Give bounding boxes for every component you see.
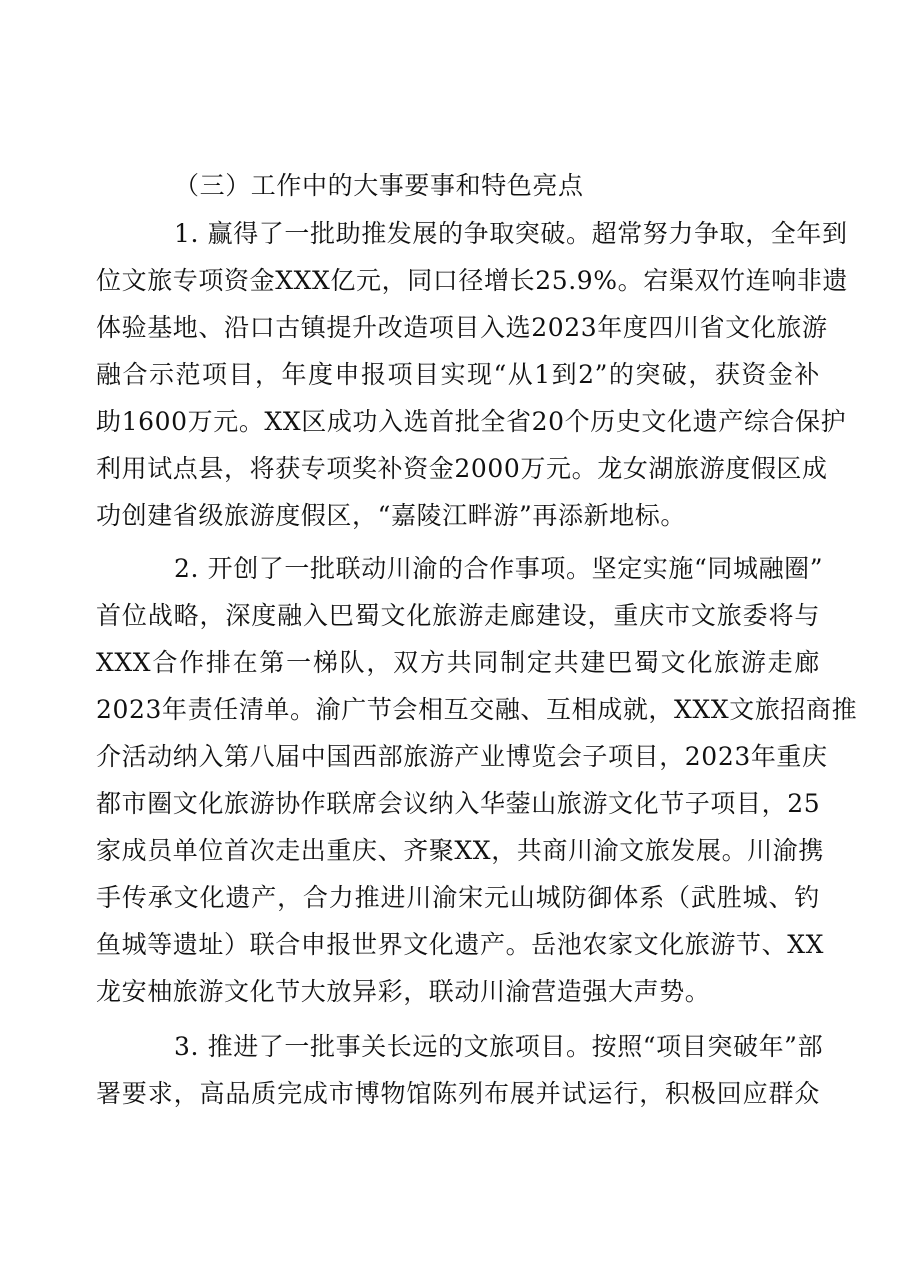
paragraph-2-line-1: 2. 开创了一批联动川渝的合作事项。坚定实施“同城融圈” (174, 554, 824, 583)
paragraph-1-line-2: 位文旅专项资金XXX亿元，同口径增长25.9%。宕渠双竹连响非遗 (96, 266, 849, 295)
paragraph-2-line-6: 都市圈文化旅游协作联席会议纳入华蓥山旅游文化节子项目，25 (96, 789, 821, 818)
paragraph-1-line-4: 融合示范项目，年度申报项目实现“从1到2”的突破，获资金补 (96, 360, 820, 389)
paragraph-2-line-2: 首位战略，深度融入巴蜀文化旅游走廊建设，重庆市文旅委将与 (96, 601, 820, 630)
paragraph-2-line-7: 家成员单位首次走出重庆、齐聚XX，共商川渝文旅发展。川渝携 (96, 836, 824, 865)
paragraph-2-line-5: 介活动纳入第八届中国西部旅游产业博览会子项目，2023年重庆 (96, 742, 828, 771)
paragraph-2-line-9: 鱼城等遗址）联合申报世界文化遗产。岳池农家文化旅游节、XX (96, 930, 824, 959)
paragraph-2-line-10: 龙安柚旅游文化节大放异彩，联动川渝营造强大声势。 (96, 977, 711, 1006)
paragraph-1-line-1: 1. 赢得了一批助推发展的争取突破。超常努力争取，全年到 (174, 219, 848, 248)
paragraph-1-line-7: 功创建省级旅游度假区，“嘉陵江畔游”再添新地标。 (96, 501, 686, 530)
paragraph-3-line-1: 3. 推进了一批事关长远的文旅项目。按照“项目突破年”部 (174, 1032, 824, 1061)
paragraph-1-line-6: 利用试点县，将获专项奖补资金2000万元。龙女湖旅游度假区成 (96, 454, 828, 483)
paragraph-2-line-8: 手传承文化遗产，合力推进川渝宋元山城防御体系（武胜城、钓 (96, 883, 820, 912)
paragraph-2-line-3: XXX合作排在第一梯队，双方共同制定共建巴蜀文化旅游走廊 (96, 648, 820, 677)
paragraph-3-line-2: 署要求，高品质完成市博物馆陈列布展并试运行，积极回应群众 (96, 1079, 820, 1108)
paragraph-1-line-5: 助1600万元。XX区成功入选首批全省20个历史文化遗产综合保护 (96, 407, 847, 436)
paragraph-2-line-4: 2023年责任清单。渝广节会相互交融、互相成就，XXX文旅招商推 (96, 695, 858, 724)
paragraph-1-line-3: 体验基地、沿口古镇提升改造项目入选2023年度四川省文化旅游 (96, 313, 828, 342)
section-heading: （三）工作中的大事要事和特色亮点 (174, 171, 584, 200)
